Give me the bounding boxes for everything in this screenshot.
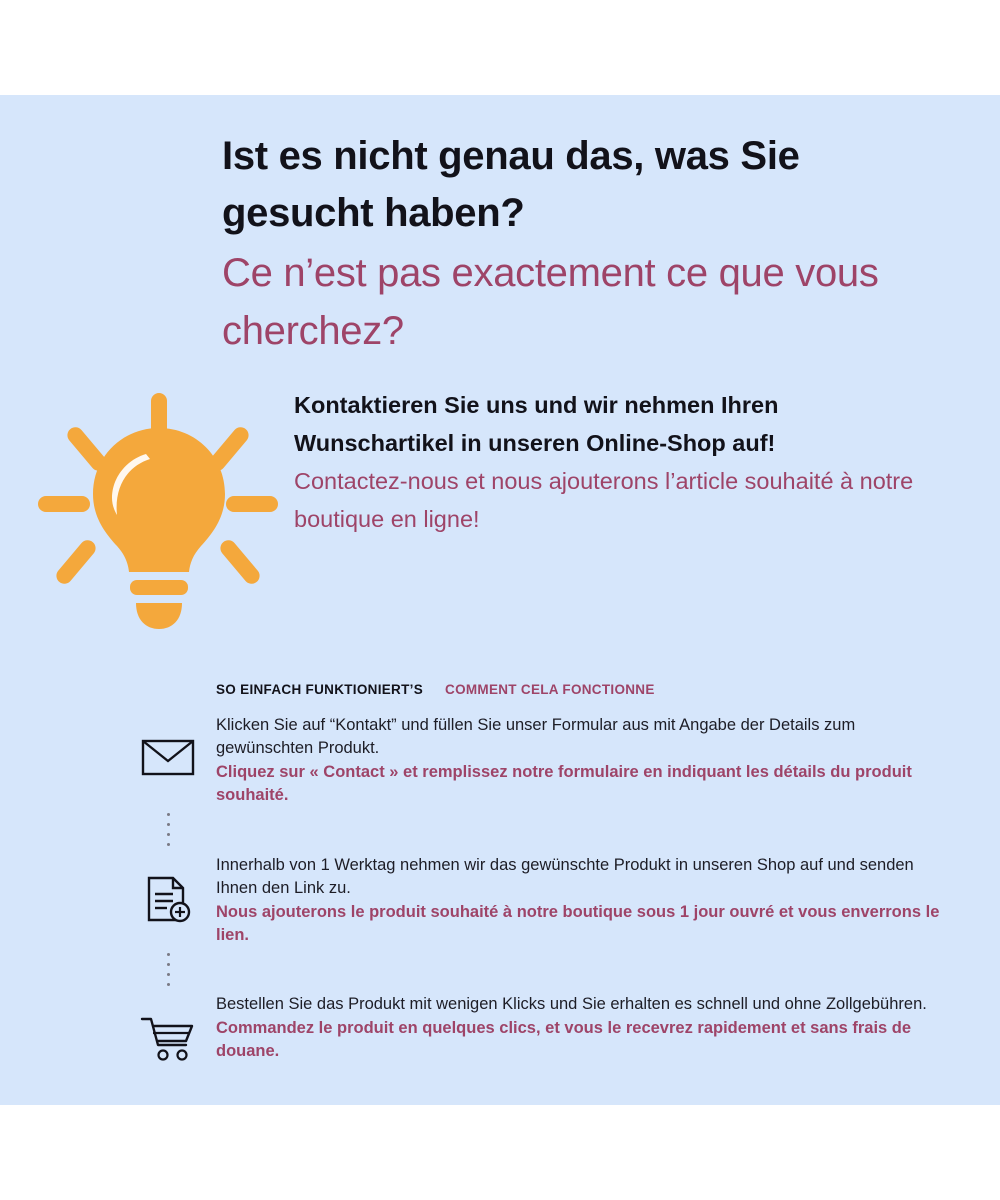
headline-german: Ist es nicht genau das, was Sie gesucht haben? — [222, 134, 800, 235]
headline-french: Ce n’est pas exactement ce que vous cherchez? — [222, 250, 879, 354]
howto-title-german: SO EINFACH FUNKTIONIERT’S — [216, 682, 424, 697]
step-item — [120, 852, 940, 948]
headline-block — [222, 128, 942, 361]
step-connector — [120, 947, 940, 991]
howto-title — [216, 682, 655, 697]
connector-dot — [167, 833, 170, 836]
step-text-german: Bestellen Sie das Produkt mit wenigen Klicks und Sie erhalten es schnell und ohne Zollgebühren. — [216, 995, 927, 1014]
step-item — [120, 712, 940, 808]
subheading-german: Kontaktieren Sie uns und wir nehmen Ihren Wunschartikel in unseren Online-Shop auf! — [294, 392, 779, 457]
step-text — [216, 712, 940, 808]
document-add-icon — [120, 852, 216, 924]
step-text — [216, 852, 940, 948]
step-text-french: Nous ajouterons le produit souhaité à notre boutique sous 1 jour ouvré et vous enverrons le lien. — [216, 902, 940, 944]
connector-dot — [167, 813, 170, 816]
connector-dot — [167, 953, 170, 956]
connector-dot — [167, 843, 170, 846]
step-text-german: Innerhalb von 1 Werktag nehmen wir das gewünschte Produkt in unseren Shop auf und senden Ihnen den Link zu. — [216, 855, 914, 898]
step-text — [216, 991, 940, 1063]
step-connector — [120, 808, 940, 852]
subheading-block — [294, 386, 914, 538]
howto-steps — [120, 712, 940, 1064]
connector-dots — [120, 953, 216, 986]
connector-dot — [167, 963, 170, 966]
connector-dot — [167, 823, 170, 826]
lightbulb-icon — [38, 388, 278, 633]
connector-dot — [167, 983, 170, 986]
envelope-icon — [120, 712, 216, 776]
step-item — [120, 991, 940, 1063]
connector-dots — [120, 813, 216, 846]
shopping-cart-icon — [120, 991, 216, 1061]
subheading-french: Contactez-nous et nous ajouterons l’article souhaité à notre boutique en ligne! — [294, 468, 914, 533]
step-text-french: Cliquez sur « Contact » et remplissez notre formulaire en indiquant les détails du produit souhaité. — [216, 762, 912, 805]
howto-title-french: COMMENT CELA FONCTIONNE — [445, 682, 655, 697]
connector-dot — [167, 973, 170, 976]
step-text-french: Commandez le produit en quelques clics, et vous le recevrez rapidement et sans frais de douane. — [216, 1018, 912, 1061]
step-text-german: Klicken Sie auf “Kontakt” und füllen Sie unser Formular aus mit Angabe der Details zum gewünschten Produkt. — [216, 716, 856, 758]
